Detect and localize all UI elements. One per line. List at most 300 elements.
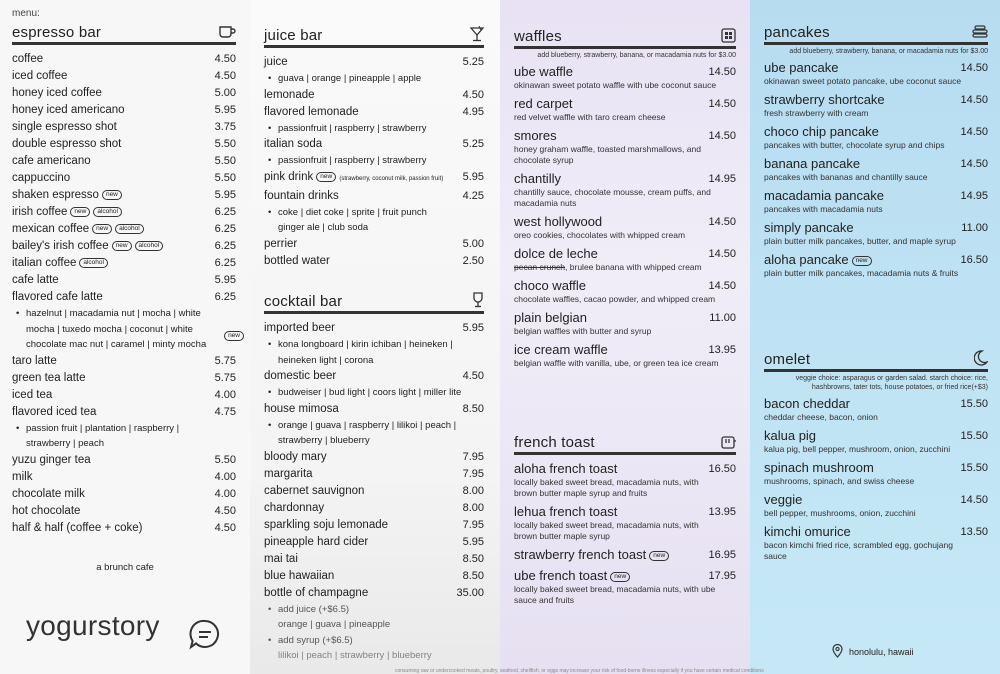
menu-item bbox=[264, 236, 484, 253]
menu-item bbox=[764, 252, 988, 279]
menu-item-row bbox=[514, 547, 736, 563]
item-name-group bbox=[12, 187, 122, 204]
tea-flavor-line: • passion fruit | plantation | raspberry | bbox=[12, 421, 236, 437]
item-price: 5.00 bbox=[214, 87, 236, 99]
item-name: chantilly bbox=[514, 171, 561, 186]
item-name: double espresso shot bbox=[12, 138, 122, 150]
item-description-text: mushrooms, spinach, and swiss cheese bbox=[764, 476, 915, 486]
item-name: banana pancake bbox=[764, 156, 861, 171]
item-price: 14.50 bbox=[960, 494, 988, 506]
item-name-group bbox=[764, 460, 874, 476]
pancake-stack-icon bbox=[972, 25, 988, 40]
menu-item bbox=[12, 387, 236, 404]
new-badge: new bbox=[649, 551, 669, 561]
item-price: 4.75 bbox=[214, 405, 236, 418]
item-price: 14.50 bbox=[708, 280, 736, 292]
item-price: 4.50 bbox=[214, 521, 236, 534]
item-price: 6.25 bbox=[214, 206, 236, 218]
latte-flavor-line bbox=[12, 331, 240, 353]
item-name: aloha french toast bbox=[514, 461, 618, 476]
menu-item bbox=[12, 102, 236, 119]
item-name: shaken espresso bbox=[12, 189, 99, 201]
item-name-group bbox=[264, 585, 368, 602]
item-name-group bbox=[514, 171, 561, 187]
item-name-group bbox=[12, 520, 143, 537]
wine-glass-icon bbox=[472, 292, 484, 310]
item-name: domestic beer bbox=[264, 370, 337, 382]
waffles-note: add blueberry, strawberry, banana, or macadamia nuts for $3.00 bbox=[537, 52, 736, 59]
menu-item bbox=[12, 289, 236, 306]
item-description bbox=[514, 584, 719, 606]
menu-item bbox=[764, 428, 988, 455]
map-pin-icon bbox=[832, 644, 843, 660]
item-price: 14.95 bbox=[708, 173, 736, 185]
menu-item bbox=[12, 452, 236, 469]
item-name-group bbox=[12, 255, 108, 272]
menu-item bbox=[12, 503, 236, 520]
menu-item bbox=[764, 220, 988, 247]
item-price: 5.00 bbox=[462, 237, 484, 250]
menu-item-row bbox=[764, 460, 988, 476]
item-name-group bbox=[12, 486, 85, 503]
item-name-group bbox=[264, 534, 368, 551]
menu-item bbox=[12, 153, 236, 170]
item-price: 4.00 bbox=[214, 470, 236, 483]
item-name-group bbox=[764, 220, 854, 236]
menu-item-row bbox=[764, 252, 988, 268]
menu-item bbox=[264, 87, 484, 104]
item-price: 16.50 bbox=[708, 463, 736, 475]
menu-item bbox=[12, 370, 236, 387]
item-name: plain belgian bbox=[514, 310, 588, 325]
strikethrough-text: pecan crunch bbox=[514, 262, 566, 272]
item-description bbox=[764, 108, 969, 119]
item-price: 4.50 bbox=[214, 53, 236, 65]
item-name-group bbox=[514, 504, 617, 520]
item-name: cappuccino bbox=[12, 172, 71, 184]
item-description-text: bell pepper, mushrooms, onion, zucchini bbox=[764, 508, 916, 518]
menu-item bbox=[264, 568, 484, 585]
item-price: 6.25 bbox=[214, 291, 236, 303]
item-name: iced tea bbox=[12, 388, 53, 401]
item-name-group bbox=[514, 568, 630, 584]
menu-item-row bbox=[764, 60, 988, 76]
champagne-option: orange | guava | pineapple bbox=[278, 619, 391, 630]
item-name: bailey's irish coffee bbox=[12, 240, 109, 252]
brand-logo: yogurstory bbox=[26, 610, 160, 641]
item-price: 7.95 bbox=[462, 518, 484, 531]
item-price: 5.75 bbox=[214, 371, 236, 384]
menu-item-row bbox=[764, 92, 988, 108]
menu-item bbox=[264, 585, 484, 602]
item-name-group bbox=[12, 221, 144, 238]
item-description bbox=[764, 412, 969, 423]
item-name: fountain drinks bbox=[264, 189, 339, 202]
item-description-text: okinawan sweet potato waffle with ube coconut sauce bbox=[514, 80, 717, 90]
item-name: taro latte bbox=[12, 354, 57, 367]
menu-item-row bbox=[514, 246, 736, 262]
item-name: bloody mary bbox=[264, 450, 327, 463]
menu-item bbox=[264, 500, 484, 517]
menu-item-row bbox=[764, 188, 988, 204]
item-name: strawberry shortcake bbox=[764, 92, 885, 107]
drinks-panel bbox=[250, 0, 500, 674]
new-badge: new bbox=[316, 172, 336, 182]
item-description bbox=[764, 76, 969, 87]
item-description-text: chocolate waffles, cacao powder, and whipped cream bbox=[514, 294, 716, 304]
menu-item-row bbox=[764, 396, 988, 412]
item-name-group bbox=[764, 156, 860, 172]
alcohol-badge: alcohol bbox=[93, 207, 122, 217]
item-description-text: fresh strawberry with cream bbox=[764, 108, 869, 118]
alcohol-badge: alcohol bbox=[79, 258, 108, 268]
location-text: honolulu, hawaii bbox=[849, 647, 914, 657]
menu-item bbox=[264, 466, 484, 483]
item-name-group bbox=[12, 503, 80, 520]
item-name: ube french toast bbox=[514, 568, 608, 583]
pancakes-note: add blueberry, strawberry, banana, or macadamia nuts for $3.00 bbox=[789, 48, 988, 55]
item-price: 6.25 bbox=[214, 240, 236, 252]
menu-item-row bbox=[514, 128, 736, 144]
menu-item bbox=[264, 551, 484, 568]
item-description-text: red velvet waffle with taro cream cheese bbox=[514, 112, 666, 122]
menu-item bbox=[514, 96, 736, 123]
item-description bbox=[764, 540, 969, 562]
item-description-text: plain butter milk pancakes, macadamia nuts & fruits bbox=[764, 268, 959, 278]
item-name-group bbox=[514, 128, 557, 144]
latte-flavor-line: mocha | tuxedo mocha | coconut | white bbox=[26, 323, 193, 335]
menu-item bbox=[12, 51, 236, 68]
fountain-options: ginger ale | club soda bbox=[278, 222, 369, 233]
item-name-group bbox=[264, 500, 324, 517]
menu-item bbox=[264, 54, 484, 71]
item-price: 2.50 bbox=[462, 254, 484, 267]
item-detail: (strawberry, coconut milk, passion fruit) bbox=[339, 175, 444, 182]
menu-item bbox=[764, 460, 988, 487]
item-name: ice cream waffle bbox=[514, 342, 608, 357]
item-name-group bbox=[514, 310, 587, 326]
item-name-group bbox=[514, 96, 573, 112]
item-price: 14.50 bbox=[960, 158, 988, 170]
item-name-group bbox=[264, 551, 298, 568]
item-price: 14.50 bbox=[960, 126, 988, 138]
menu-item bbox=[764, 492, 988, 519]
item-price: 15.50 bbox=[960, 430, 988, 442]
menu-item bbox=[264, 449, 484, 466]
item-name-group bbox=[514, 214, 602, 230]
item-description-text: belgian waffles with butter and syrup bbox=[514, 326, 652, 336]
menu-item bbox=[12, 136, 236, 153]
menu-item bbox=[764, 188, 988, 215]
item-price: 7.95 bbox=[462, 467, 484, 480]
item-name-group bbox=[12, 452, 91, 469]
item-price: 4.25 bbox=[462, 189, 484, 202]
menu-item-row bbox=[764, 220, 988, 236]
item-price: 3.75 bbox=[214, 121, 236, 133]
french-toast-title: french toast bbox=[514, 434, 595, 451]
item-description bbox=[514, 112, 719, 123]
item-description bbox=[764, 444, 969, 455]
menu-item bbox=[264, 188, 484, 205]
latte-flavor-list bbox=[12, 306, 240, 353]
espresso-list-2 bbox=[12, 353, 236, 421]
item-description bbox=[764, 268, 969, 279]
french-toast-header bbox=[514, 434, 736, 455]
item-price: 7.95 bbox=[462, 450, 484, 463]
champagne-option: lilikoi | peach | strawberry | blueberry bbox=[278, 650, 432, 661]
menu-item bbox=[514, 171, 736, 209]
cocktail-list bbox=[264, 449, 484, 602]
item-name: blue hawaiian bbox=[264, 569, 335, 582]
new-badge: new bbox=[852, 256, 872, 266]
menu-item bbox=[514, 568, 736, 606]
item-price: 8.50 bbox=[462, 552, 484, 565]
waffle-list bbox=[514, 64, 736, 369]
item-name: milk bbox=[12, 470, 33, 483]
item-name: flavored lemonade bbox=[264, 105, 359, 118]
item-name: lemonade bbox=[264, 88, 315, 101]
waffle-icon bbox=[721, 28, 736, 45]
new-badge: new bbox=[224, 331, 244, 341]
item-description-text: locally baked sweet bread, macadamia nuts, with brown butter maple syrup and fruits bbox=[514, 477, 699, 498]
item-name: irish coffee bbox=[12, 206, 68, 218]
lemonade-options: • passionfruit | raspberry | strawberry bbox=[264, 121, 484, 137]
item-name: chardonnay bbox=[264, 501, 325, 514]
item-description bbox=[764, 204, 969, 215]
menu-item bbox=[12, 170, 236, 187]
item-name-group bbox=[12, 238, 163, 255]
item-description bbox=[764, 236, 969, 247]
menu-item bbox=[12, 187, 236, 204]
item-price: 14.50 bbox=[708, 66, 736, 78]
cocktail-section bbox=[264, 292, 484, 664]
menu-item-row bbox=[764, 492, 988, 508]
chat-bubble-icon bbox=[188, 618, 222, 650]
menu-item bbox=[764, 396, 988, 423]
item-name-group bbox=[514, 461, 617, 477]
champagne-option: • add syrup (+$6.5) bbox=[264, 633, 484, 649]
item-description bbox=[514, 326, 719, 337]
item-description bbox=[514, 80, 719, 91]
cocktail-title: cocktail bar bbox=[264, 292, 343, 310]
item-price: 16.50 bbox=[960, 254, 988, 266]
juice-header bbox=[264, 26, 484, 48]
beer-options: • budweiser | bud light | coors light | miller lite bbox=[264, 385, 484, 401]
menu-item bbox=[12, 353, 236, 370]
espresso-panel bbox=[0, 0, 250, 674]
item-name: margarita bbox=[264, 467, 313, 480]
item-price: 15.50 bbox=[960, 398, 988, 410]
item-price: 14.50 bbox=[960, 94, 988, 106]
item-name-group bbox=[514, 278, 586, 294]
item-name: house mimosa bbox=[264, 402, 339, 415]
item-description-text: cheddar cheese, bacon, onion bbox=[764, 412, 878, 422]
espresso-list bbox=[12, 51, 236, 306]
french-toast-list bbox=[514, 461, 736, 606]
menu-item bbox=[514, 547, 736, 563]
menu-item bbox=[12, 404, 236, 421]
item-name: kalua pig bbox=[764, 428, 817, 443]
item-name: ube waffle bbox=[514, 64, 574, 79]
item-price: 5.50 bbox=[214, 155, 236, 167]
item-description-text: , brulee banana with whipped cream bbox=[565, 262, 702, 272]
item-name: pink drink bbox=[264, 170, 314, 183]
item-name-group bbox=[12, 102, 125, 119]
beer-options: • kona longboard | kirin ichiban | heineken | bbox=[264, 337, 484, 353]
item-name-group bbox=[12, 85, 102, 102]
item-name: smores bbox=[514, 128, 557, 143]
item-name-group bbox=[514, 64, 573, 80]
item-name: coffee bbox=[12, 53, 44, 65]
menu-item-row bbox=[514, 310, 736, 326]
item-name: single espresso shot bbox=[12, 121, 117, 133]
item-price: 4.50 bbox=[462, 370, 484, 382]
omelet-header bbox=[764, 350, 988, 372]
menu-item bbox=[764, 124, 988, 151]
item-price: 6.25 bbox=[214, 223, 236, 235]
item-price: 5.25 bbox=[462, 138, 484, 150]
menu-item-row bbox=[514, 342, 736, 358]
pancakes-header bbox=[764, 24, 988, 45]
item-name: strawberry french toast bbox=[514, 547, 647, 562]
menu-item-row bbox=[514, 568, 736, 584]
item-description-text: plain butter milk pancakes, butter, and maple syrup bbox=[764, 236, 956, 246]
item-description-text: pancakes with butter, chocolate syrup and chips bbox=[764, 140, 945, 150]
menu-item bbox=[514, 128, 736, 166]
item-name-group bbox=[764, 252, 872, 268]
menu-item bbox=[514, 246, 736, 273]
item-price: 14.50 bbox=[708, 216, 736, 228]
item-name: flavored cafe latte bbox=[12, 291, 103, 303]
item-price: 4.00 bbox=[214, 487, 236, 500]
menu-item-row bbox=[514, 278, 736, 294]
item-name-group bbox=[12, 153, 91, 170]
omelet-list bbox=[764, 396, 988, 562]
item-price: 5.95 bbox=[462, 535, 484, 548]
item-description bbox=[764, 476, 969, 487]
menu-item bbox=[764, 156, 988, 183]
menu-item bbox=[764, 524, 988, 562]
item-price: 5.50 bbox=[214, 453, 236, 466]
item-name-group bbox=[12, 404, 96, 421]
french-toast-section bbox=[514, 434, 736, 611]
item-price: 8.00 bbox=[462, 501, 484, 514]
omelet-title: omelet bbox=[764, 350, 811, 368]
item-name: juice bbox=[264, 56, 288, 68]
location bbox=[832, 644, 914, 660]
item-description-text: locally baked sweet bread, macadamia nuts, with ube sauce and fruits bbox=[514, 584, 716, 605]
menu-item-row bbox=[514, 214, 736, 230]
item-name: choco waffle bbox=[514, 278, 587, 293]
menu-item bbox=[264, 368, 484, 385]
item-name: spinach mushroom bbox=[764, 460, 874, 475]
espresso-list-3 bbox=[12, 452, 236, 537]
menu-item bbox=[514, 310, 736, 337]
item-name: hot chocolate bbox=[12, 504, 81, 517]
item-name: green tea latte bbox=[12, 371, 86, 384]
menu-item bbox=[264, 534, 484, 551]
item-name-group bbox=[764, 92, 885, 108]
item-name: cabernet sauvignon bbox=[264, 484, 365, 497]
item-price: 8.00 bbox=[462, 484, 484, 497]
item-name: kimchi omurice bbox=[764, 524, 851, 539]
item-name-group bbox=[264, 517, 388, 534]
item-name: lehua french toast bbox=[514, 504, 618, 519]
item-name: half & half (coffee + coke) bbox=[12, 521, 143, 534]
item-price: 4.50 bbox=[214, 504, 236, 517]
item-price: 5.95 bbox=[462, 170, 484, 183]
menu-item bbox=[264, 517, 484, 534]
menu-item bbox=[12, 85, 236, 102]
item-name: macadamia pancake bbox=[764, 188, 884, 203]
item-name: chocolate milk bbox=[12, 487, 85, 500]
item-price: 17.95 bbox=[708, 570, 736, 582]
menu-item bbox=[12, 486, 236, 503]
menu-item bbox=[514, 278, 736, 305]
item-name: choco chip pancake bbox=[764, 124, 879, 139]
new-badge: new bbox=[92, 224, 112, 234]
item-price: 5.50 bbox=[214, 138, 236, 150]
pancakes-section bbox=[764, 24, 988, 284]
menu-item bbox=[264, 401, 484, 418]
pancake-list bbox=[764, 60, 988, 279]
juice-options: • guava | orange | pineapple | apple bbox=[264, 71, 484, 87]
menu-item bbox=[514, 504, 736, 542]
item-description bbox=[764, 172, 969, 183]
item-name-group bbox=[764, 124, 879, 140]
item-name: dolce de leche bbox=[514, 246, 598, 261]
waffles-panel bbox=[500, 0, 750, 674]
item-price: 14.50 bbox=[960, 62, 988, 74]
fountain-options: • coke | diet coke | sprite | fruit punch bbox=[264, 205, 484, 221]
item-description bbox=[764, 140, 969, 151]
item-price: 16.95 bbox=[708, 549, 736, 561]
item-name-group bbox=[764, 396, 850, 412]
item-name-group bbox=[514, 246, 598, 262]
new-badge: new bbox=[102, 190, 122, 200]
item-description-text: kalua pig, bell pepper, mushroom, onion, zucchini bbox=[764, 444, 951, 454]
item-price: 8.50 bbox=[462, 569, 484, 582]
item-name: red carpet bbox=[514, 96, 573, 111]
item-name: bottled water bbox=[264, 254, 330, 267]
item-description-text: pancakes with bananas and chantilly sauce bbox=[764, 172, 928, 182]
menu-item-row bbox=[514, 461, 736, 477]
menu-item bbox=[764, 92, 988, 119]
alcohol-badge: alcohol bbox=[135, 241, 164, 251]
item-price: 6.25 bbox=[214, 257, 236, 269]
item-name: simply pancake bbox=[764, 220, 854, 235]
item-name: ube pancake bbox=[764, 60, 839, 75]
soda-options: • passionfruit | raspberry | strawberry bbox=[264, 153, 484, 169]
item-price: 13.95 bbox=[708, 506, 736, 518]
item-name-group bbox=[12, 68, 67, 85]
item-price: 5.95 bbox=[214, 274, 236, 286]
champagne-options bbox=[264, 602, 484, 664]
omelet-section bbox=[764, 350, 988, 567]
item-name-group bbox=[764, 428, 816, 444]
item-name-group bbox=[764, 524, 851, 540]
item-name: perrier bbox=[264, 237, 298, 250]
item-name: cafe latte bbox=[12, 274, 59, 286]
item-name-group bbox=[264, 568, 334, 585]
item-name-group bbox=[12, 51, 43, 68]
menu-item bbox=[264, 169, 484, 188]
omelet-note: veggie choice: asparagus or garden salad. starch choice: rice, hashbrowns, tater tots, house potatoes, or fried rice(+$3) bbox=[795, 375, 988, 391]
item-name-group bbox=[12, 119, 117, 136]
item-price: 5.75 bbox=[214, 354, 236, 367]
menu-item-row bbox=[514, 64, 736, 80]
item-price: 4.00 bbox=[214, 388, 236, 401]
